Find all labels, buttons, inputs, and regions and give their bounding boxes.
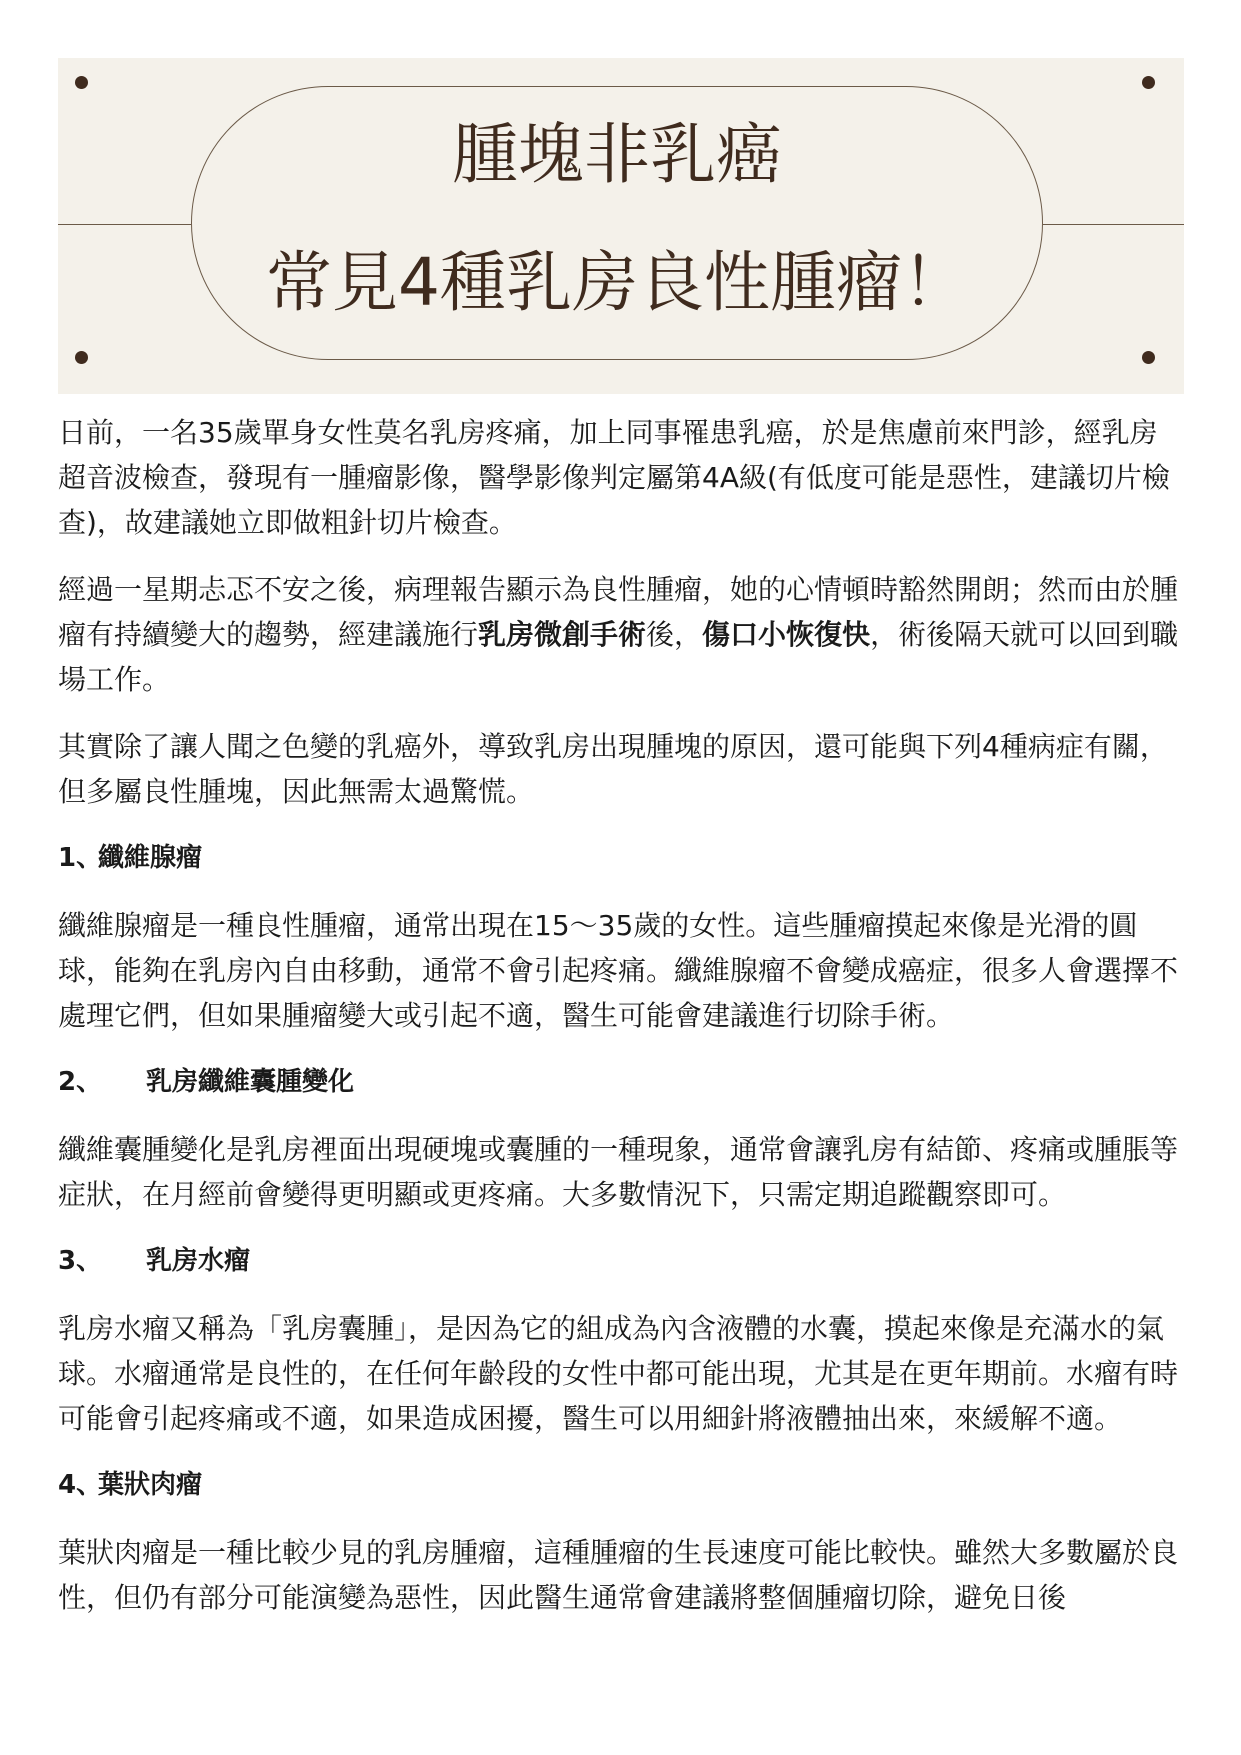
section-title: 乳房纖維囊腫變化 bbox=[146, 1067, 355, 1097]
dot-top-left bbox=[75, 76, 88, 89]
followup-paragraph bbox=[58, 567, 1184, 702]
overview-paragraph: 其實除了讓人聞之色變的乳癌外，導致乳房出現腫塊的原因，還可能與下列4種病症有關，但多屬良性腫塊，因此無需太過驚慌。 bbox=[58, 730, 1168, 808]
section-heading-fibroadenoma bbox=[58, 836, 1184, 881]
dot-bottom-left bbox=[75, 351, 88, 364]
page-title-line2: 常見4種乳房良性腫瘤！ bbox=[266, 244, 968, 321]
section-number: 1、 bbox=[58, 843, 103, 873]
article-body bbox=[58, 410, 1184, 1642]
section-title: 纖維腺瘤 bbox=[98, 843, 203, 873]
section-body-cyst: 乳房水瘤又稱為「乳房囊腫」，是因為它的組成為內含液體的水囊，摸起來像是充滿水的氣球。水瘤通常是良性的，在任何年齡段的女性中都可能出現，尤其是在更年期前。水瘤有時可能會引起疼痛或不適，如果造成困擾，醫生可以用細針將液體抽出來，來緩解不適。 bbox=[58, 1312, 1179, 1435]
section-body-fibrocystic: 纖維囊腫變化是乳房裡面出現硬塊或囊腫的一種現象，通常會讓乳房有結節、疼痛或腫脹等症狀，在月經前會變得更明顯或更疼痛。大多數情況下，只需定期追蹤觀察即可。 bbox=[58, 1133, 1179, 1211]
banner-left-rule bbox=[58, 224, 191, 225]
followup-emphasis-surgery: 乳房微創手術 bbox=[478, 618, 647, 651]
section-heading-phyllodes bbox=[58, 1463, 1184, 1508]
banner-right-rule bbox=[1043, 224, 1184, 225]
dot-top-right bbox=[1142, 76, 1155, 89]
section-number: 3、 bbox=[58, 1246, 103, 1276]
section-title: 乳房水瘤 bbox=[146, 1246, 251, 1276]
page-title-line1: 腫塊非乳癌 bbox=[452, 116, 782, 193]
section-number: 2、 bbox=[58, 1067, 103, 1097]
title-banner bbox=[58, 58, 1184, 394]
section-heading-fibrocystic bbox=[58, 1060, 1184, 1105]
intro-paragraph: 日前，一名35歲單身女性莫名乳房疼痛，加上同事罹患乳癌，於是焦慮前來門診，經乳房超音波檢查，發現有一腫瘤影像，醫學影像判定屬第4A級(有低度可能是惡性，建議切片檢查)，故建議她立即做粗針切片檢查。 bbox=[58, 416, 1170, 539]
section-heading-cyst bbox=[58, 1239, 1184, 1284]
followup-text-c: 後， bbox=[646, 618, 703, 651]
followup-text-e: ，術後隔天就可以回到職場工作。 bbox=[58, 618, 1179, 696]
section-body-phyllodes: 葉狀肉瘤是一種比較少見的乳房腫瘤，這種腫瘤的生長速度可能比較快。雖然大多數屬於良性，但仍有部分可能演變為惡性，因此醫生通常會建議將整個腫瘤切除，避免日後 bbox=[58, 1536, 1179, 1614]
section-body-fibroadenoma: 纖維腺瘤是一種良性腫瘤，通常出現在15～35歲的女性。這些腫瘤摸起來像是光滑的圓球，能夠在乳房內自由移動，通常不會引起疼痛。纖維腺瘤不會變成癌症，很多人會選擇不處理它們，但如果腫瘤變大或引起不適，醫生可能會建議進行切除手術。 bbox=[58, 909, 1179, 1032]
section-number: 4、 bbox=[58, 1470, 103, 1500]
followup-emphasis-recovery: 傷口小恢復快 bbox=[702, 618, 871, 651]
section-title: 葉狀肉瘤 bbox=[98, 1470, 203, 1500]
dot-bottom-right bbox=[1142, 351, 1155, 364]
followup-text-a: 經過一星期忐忑不安之後，病理報告顯示為良性腫瘤，她的心情頓時豁然開朗；然而由於腫瘤有持續變大的趨勢，經建議施行 bbox=[58, 573, 1179, 651]
